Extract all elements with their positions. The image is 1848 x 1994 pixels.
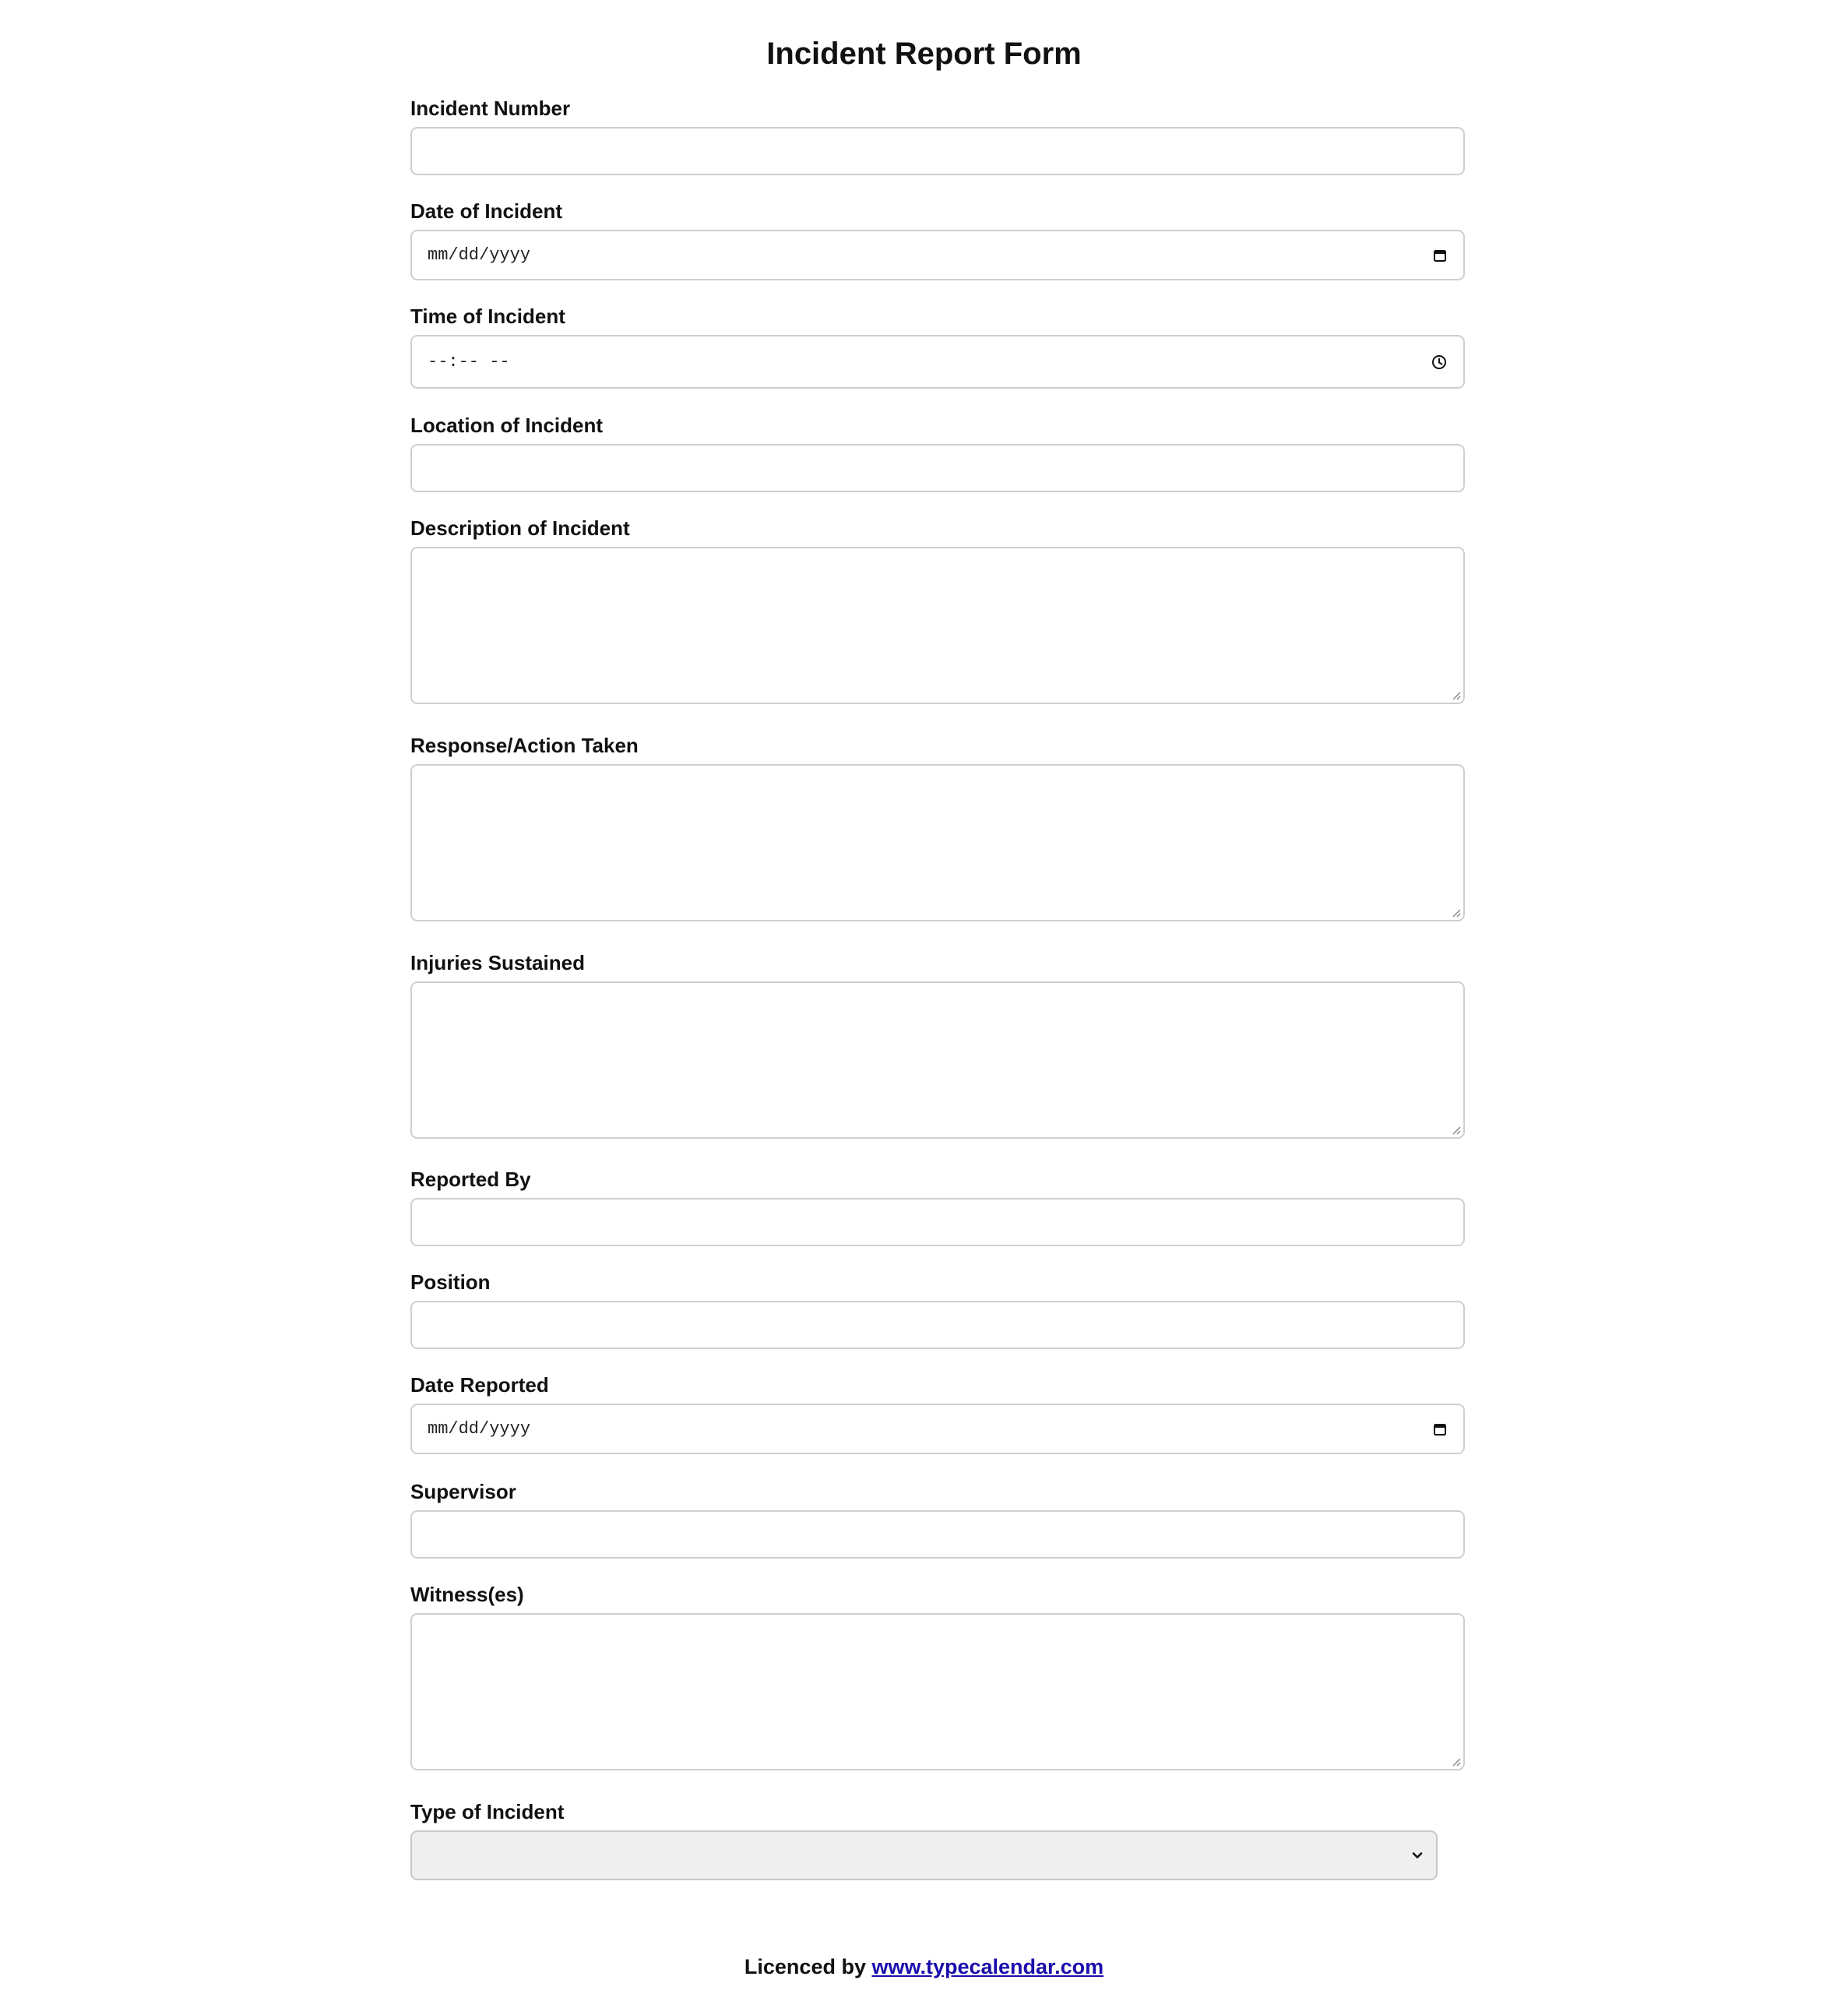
description-of-incident-textarea[interactable]: [410, 547, 1465, 704]
footer: [0, 1953, 1848, 1980]
chevron-down-icon[interactable]: [1410, 1848, 1425, 1863]
resize-grip-icon[interactable]: [1450, 907, 1461, 918]
supervisor-label: Supervisor: [410, 1480, 516, 1503]
time-of-incident-input[interactable]: [410, 335, 1465, 389]
time-of-incident-placeholder: --:-- --: [428, 352, 510, 372]
location-of-incident-input[interactable]: [410, 444, 1465, 492]
clock-icon[interactable]: [1431, 354, 1448, 371]
calendar-icon[interactable]: [1432, 1422, 1448, 1437]
witnesses-textarea[interactable]: [410, 1613, 1465, 1770]
resize-grip-icon[interactable]: [1450, 1756, 1461, 1767]
witnesses-label: Witness(es): [410, 1583, 524, 1606]
resize-grip-icon[interactable]: [1450, 1124, 1461, 1135]
date-reported-input[interactable]: [410, 1404, 1465, 1454]
incident-number-label: Incident Number: [410, 97, 571, 120]
date-reported-placeholder: mm/dd/yyyy: [428, 1419, 531, 1439]
type-of-incident-label: Type of Incident: [410, 1800, 565, 1823]
response-action-taken-label: Response/Action Taken: [410, 734, 639, 757]
supervisor-input[interactable]: [410, 1510, 1465, 1559]
resize-grip-icon[interactable]: [1450, 689, 1461, 700]
calendar-icon[interactable]: [1432, 248, 1448, 263]
position-input[interactable]: [410, 1301, 1465, 1349]
injuries-sustained-label: Injuries Sustained: [410, 951, 585, 974]
date-of-incident-input[interactable]: [410, 230, 1465, 280]
page-title: Incident Report Form: [766, 37, 1082, 71]
date-reported-label: Date Reported: [410, 1373, 549, 1397]
description-of-incident-label: Description of Incident: [410, 516, 630, 540]
typecalendar-link[interactable]: www.typecalendar.com: [871, 1955, 1104, 1978]
date-of-incident-label: Date of Incident: [410, 199, 563, 223]
injuries-sustained-textarea[interactable]: [410, 981, 1465, 1139]
incident-number-input[interactable]: [410, 127, 1465, 175]
position-label: Position: [410, 1270, 491, 1294]
footer-prefix: Licenced by: [744, 1955, 866, 1978]
reported-by-label: Reported By: [410, 1168, 531, 1191]
reported-by-input[interactable]: [410, 1198, 1465, 1246]
response-action-taken-textarea[interactable]: [410, 764, 1465, 921]
location-of-incident-label: Location of Incident: [410, 414, 603, 437]
date-of-incident-placeholder: mm/dd/yyyy: [428, 245, 531, 265]
type-of-incident-select[interactable]: [410, 1830, 1438, 1880]
time-of-incident-label: Time of Incident: [410, 305, 565, 328]
